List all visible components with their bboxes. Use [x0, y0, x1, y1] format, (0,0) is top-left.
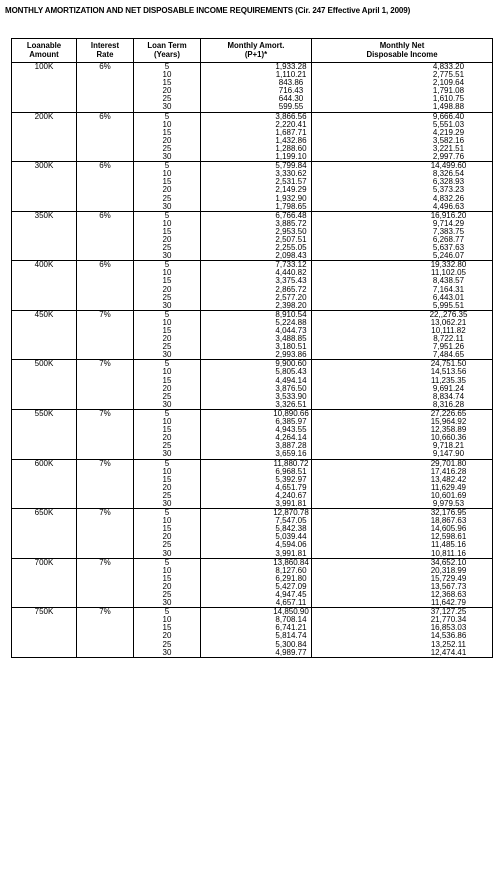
monthly-amort-cell-value: 7,733.12 — [275, 260, 307, 270]
loan-term-cell-value: 15 — [162, 326, 172, 335]
loan-term-cell — [134, 162, 201, 212]
monthly-amort-cell-value: 3,326.51 — [275, 399, 307, 409]
monthly-amort-cell-value: 9,900.60 — [275, 359, 307, 369]
loanable-amount-cell: 100K — [12, 63, 77, 113]
net-income-cell-value: 5,373.23 — [432, 185, 465, 195]
monthly-amort-cell-value: 1,933.28 — [275, 62, 307, 71]
monthly-amort-cell-value: 5,300.84 — [275, 639, 307, 649]
table-row — [12, 459, 493, 509]
loan-term-cell — [134, 360, 201, 410]
loan-term-cell-value: 10 — [162, 417, 172, 427]
net-income-cell — [312, 409, 493, 459]
loan-term-cell-value: 10 — [162, 367, 172, 377]
loan-term-cell-value: 5 — [164, 210, 170, 220]
net-income-cell-value: 5,995.51 — [432, 300, 465, 310]
monthly-amort-cell-value: 599.55 — [278, 102, 304, 112]
loanable-amount-cell: 550K — [12, 409, 77, 459]
net-income-cell-value: 5,246.07 — [432, 251, 465, 261]
net-income-cell — [312, 63, 493, 113]
monthly-amort-cell-value: 12,870.78 — [273, 508, 309, 518]
loan-term-cell-value: 25 — [162, 243, 172, 253]
loan-term-cell-value: 20 — [162, 631, 172, 641]
loan-term-cell-value: 30 — [162, 647, 172, 657]
net-income-cell-value: 14,513.56 — [430, 367, 467, 377]
monthly-amort-cell-value: 4,594.06 — [275, 540, 307, 550]
net-income-cell-value: 18,867.63 — [430, 516, 467, 526]
net-income-cell-value: 7,383.75 — [432, 226, 465, 236]
monthly-amort-cell-value: 6,385.97 — [275, 417, 307, 427]
table-row — [12, 360, 493, 410]
net-income-cell-value: 17,416.28 — [430, 466, 467, 476]
loan-term-cell-value: 25 — [162, 639, 172, 649]
table-row — [12, 409, 493, 459]
header-net-income: Monthly Net Disposable Income — [312, 39, 493, 63]
table-row — [12, 261, 493, 311]
monthly-amort-cell-value: 6,741.21 — [275, 623, 307, 633]
monthly-amort-cell — [201, 558, 312, 608]
loan-term-cell-value: 20 — [162, 482, 172, 492]
net-income-cell-value: 9,691.24 — [432, 383, 465, 393]
loan-term-cell-value: 25 — [162, 540, 172, 550]
loan-term-cell-value: 5 — [164, 359, 170, 369]
monthly-amort-cell — [201, 261, 312, 311]
loan-term-cell-value: 5 — [164, 458, 170, 468]
net-income-cell-value: 5,637.63 — [432, 243, 465, 253]
loan-term-cell-value: 5 — [164, 260, 170, 270]
header-loanable-amount: Loanable Amount — [12, 39, 77, 63]
net-income-cell — [312, 162, 493, 212]
loan-term-cell-value: 15 — [162, 573, 172, 583]
loan-term-cell-value: 15 — [162, 474, 172, 484]
loan-term-cell-value: 20 — [162, 86, 172, 96]
net-income-cell-value: 8,722.11 — [433, 334, 464, 344]
loan-term-cell-value: 15 — [162, 177, 172, 187]
loanable-amount-cell: 750K — [12, 608, 77, 658]
loan-term-cell-value: 5 — [164, 408, 170, 418]
net-income-cell-value: 12,474.41 — [430, 647, 467, 657]
monthly-amort-cell — [201, 211, 312, 261]
header-loan-term: Loan Term (Years) — [134, 39, 201, 63]
monthly-amort-cell — [201, 310, 312, 360]
net-income-cell-value: 6,443.01 — [432, 292, 465, 302]
monthly-amort-cell-value: 11,880.72 — [273, 458, 309, 468]
loan-term-cell-value: 30 — [162, 201, 172, 211]
loan-term-cell-value: 15 — [162, 226, 172, 236]
loan-term-cell-value: 10 — [162, 169, 172, 179]
header-monthly-amort: Monthly Amort. (P+1)* — [201, 39, 312, 63]
interest-rate-cell: 6% — [77, 162, 134, 212]
net-income-cell-value: 11,485.16 — [431, 540, 466, 550]
monthly-amort-cell-value: 1,687.71 — [275, 127, 307, 137]
net-income-cell-value: 14,536.86 — [430, 631, 467, 641]
loanable-amount-cell: 300K — [12, 162, 77, 212]
net-income-cell-value: 19,332.80 — [430, 260, 467, 270]
net-income-cell-value: 4,832.26 — [432, 193, 465, 203]
loan-term-cell-value: 20 — [162, 135, 172, 145]
monthly-amort-cell-value: 2,953.50 — [275, 226, 307, 236]
net-income-cell-value: 15,729.49 — [430, 573, 467, 583]
net-income-cell-value: 13,567.73 — [430, 581, 467, 591]
loan-term-cell-value: 10 — [162, 565, 172, 575]
monthly-amort-cell-value: 5,805.43 — [275, 367, 307, 377]
loanable-amount-cell: 450K — [12, 310, 77, 360]
net-income-cell-value: 32,176.95 — [430, 508, 467, 518]
interest-rate-cell: 7% — [77, 459, 134, 509]
header-interest-rate: Interest Rate — [77, 39, 134, 63]
loan-term-cell-value: 5 — [164, 508, 170, 518]
net-income-cell-value: 9,147.90 — [432, 449, 465, 459]
table-body — [12, 63, 493, 658]
net-income-cell-value: 8,316.28 — [432, 399, 465, 409]
net-income-cell-value: 8,834.74 — [432, 391, 465, 401]
monthly-amort-cell-value: 2,149.29 — [275, 185, 307, 195]
net-income-cell-value: 4,496.63 — [432, 201, 465, 211]
net-income-cell-value: 14,605.96 — [430, 524, 467, 534]
monthly-amort-cell — [201, 608, 312, 658]
net-income-cell-value: 8,326.54 — [432, 169, 465, 179]
loan-term-cell-value: 10 — [162, 466, 172, 476]
net-income-cell-value: 34,652.10 — [430, 557, 467, 567]
interest-rate-cell: 7% — [77, 558, 134, 608]
loan-term-cell — [134, 558, 201, 608]
monthly-amort-cell-value: 5,814.74 — [275, 631, 307, 641]
loan-term-cell — [134, 459, 201, 509]
monthly-amort-cell-value: 5,842.38 — [275, 524, 307, 534]
net-income-cell — [312, 558, 493, 608]
monthly-amort-cell-value: 1,798.65 — [275, 201, 307, 211]
monthly-amort-cell-value: 5,224.88 — [275, 317, 307, 327]
net-income-cell — [312, 261, 493, 311]
loan-term-cell-value: 5 — [164, 62, 170, 71]
net-income-cell-value: 22,,276.35 — [429, 309, 468, 319]
net-income-cell-value: 3,582.16 — [432, 135, 465, 145]
net-income-cell-value: 16,916.20 — [430, 210, 467, 220]
table-row — [12, 310, 493, 360]
monthly-amort-cell — [201, 360, 312, 410]
loan-term-cell-value: 25 — [162, 143, 172, 153]
monthly-amort-cell-value: 644.30 — [278, 94, 304, 104]
monthly-amort-cell-value: 4,240.67 — [275, 490, 307, 500]
monthly-amort-cell-value: 2,507.51 — [275, 234, 307, 244]
monthly-amort-cell-value: 2,865.72 — [275, 284, 307, 294]
interest-rate-cell: 7% — [77, 360, 134, 410]
loan-term-cell-value: 20 — [162, 383, 172, 393]
monthly-amort-cell-value: 4,989.77 — [275, 647, 307, 657]
net-income-cell — [312, 360, 493, 410]
header-row — [12, 39, 493, 63]
net-income-cell-value: 13,252.11 — [431, 639, 466, 649]
loan-term-cell-value: 25 — [162, 590, 172, 599]
monthly-amort-cell-value: 6,968.51 — [275, 466, 307, 476]
net-income-cell-value: 9,666.40 — [432, 111, 465, 121]
document-title: MONTHLY AMORTIZATION AND NET DISPOSABLE INCOME REQUIREMENTS (Cir. 247 Effective April 1, 2009) — [5, 6, 411, 15]
loan-term-cell-value: 10 — [162, 218, 172, 228]
monthly-amort-cell — [201, 112, 312, 162]
table-row — [12, 162, 493, 212]
net-income-cell-value: 3,221.51 — [432, 143, 465, 153]
table-row — [12, 63, 493, 113]
net-income-cell-value: 1,610.75 — [432, 94, 465, 104]
monthly-amort-cell-value: 4,947.45 — [275, 590, 307, 599]
loanable-amount-cell: 600K — [12, 459, 77, 509]
monthly-amort-cell — [201, 509, 312, 559]
loan-term-cell — [134, 509, 201, 559]
net-income-cell-value: 6,268.77 — [432, 234, 465, 244]
loan-term-cell-value: 30 — [162, 598, 172, 608]
monthly-amort-cell-value: 3,533.90 — [275, 391, 307, 401]
net-income-cell-value: 13,482.42 — [430, 474, 467, 484]
monthly-amort-cell-value: 1,432.86 — [275, 135, 307, 145]
monthly-amort-cell-value: 1,288.60 — [275, 143, 307, 153]
net-income-cell-value: 6,328.93 — [432, 177, 465, 187]
loan-term-cell-value: 25 — [162, 391, 172, 401]
net-income-cell-value: 1,498.88 — [432, 102, 465, 112]
loan-term-cell-value: 30 — [162, 251, 172, 261]
loan-term-cell-value: 30 — [162, 300, 172, 310]
loan-term-cell-value: 10 — [162, 70, 172, 80]
loan-term-cell — [134, 608, 201, 658]
net-income-cell-value: 21,770.34 — [430, 615, 467, 625]
loan-term-cell-value: 20 — [162, 581, 172, 591]
monthly-amort-cell-value: 5,039.44 — [275, 532, 307, 542]
net-income-cell-value: 11,102.05 — [431, 268, 466, 278]
net-income-cell — [312, 608, 493, 658]
net-income-cell — [312, 459, 493, 509]
monthly-amort-cell-value: 10,890.66 — [273, 408, 309, 418]
loan-term-cell-value: 20 — [162, 532, 172, 542]
net-income-cell-value: 16,853.03 — [430, 623, 467, 633]
loan-term-cell-value: 30 — [162, 498, 172, 508]
loan-term-cell-value: 15 — [162, 78, 172, 88]
loan-term-cell-value: 10 — [162, 516, 172, 526]
table-row — [12, 509, 493, 559]
monthly-amort-cell-value: 3,488.85 — [275, 334, 307, 344]
monthly-amort-cell-value: 4,943.55 — [275, 425, 307, 435]
loan-term-cell-value: 5 — [164, 557, 170, 567]
loan-term-cell-value: 15 — [162, 623, 172, 633]
loanable-amount-cell: 650K — [12, 509, 77, 559]
monthly-amort-cell-value: 2,255.05 — [275, 243, 307, 253]
net-income-cell — [312, 211, 493, 261]
loan-term-cell-value: 30 — [162, 399, 172, 409]
monthly-amort-cell-value: 2,220.41 — [275, 119, 307, 129]
monthly-amort-cell-value: 3,866.56 — [275, 111, 307, 121]
loan-term-cell-value: 30 — [162, 152, 172, 162]
net-income-cell-value: 14,499.60 — [430, 161, 467, 171]
loan-term-cell-value: 25 — [162, 441, 172, 451]
net-income-cell — [312, 112, 493, 162]
table-row — [12, 608, 493, 658]
net-income-cell-value: 7,484.65 — [432, 350, 465, 360]
loan-term-cell-value: 10 — [162, 615, 172, 625]
monthly-amort-cell-value: 6,766.48 — [275, 210, 307, 220]
monthly-amort-cell-value: 8,127.60 — [275, 565, 307, 575]
loan-term-cell-value: 25 — [162, 94, 172, 104]
loan-term-cell-value: 5 — [164, 111, 170, 121]
net-income-cell-value: 4,833.20 — [432, 62, 465, 71]
monthly-amort-cell-value: 843.86 — [278, 78, 304, 88]
loan-term-cell-value: 25 — [162, 292, 172, 302]
net-income-cell — [312, 509, 493, 559]
net-income-cell-value: 7,164.31 — [432, 284, 465, 294]
table-row — [12, 211, 493, 261]
net-income-cell-value: 24,751.50 — [430, 359, 467, 369]
net-income-cell-value: 29,701.80 — [430, 458, 467, 468]
loanable-amount-cell: 200K — [12, 112, 77, 162]
monthly-amort-cell-value: 2,577.20 — [275, 292, 307, 302]
monthly-amort-cell-value: 3,991.81 — [275, 548, 307, 558]
monthly-amort-cell-value: 4,440.82 — [275, 268, 307, 278]
loan-term-cell — [134, 211, 201, 261]
net-income-cell-value: 2,997.76 — [432, 152, 465, 162]
net-income-cell-value: 8,438.57 — [432, 276, 465, 286]
monthly-amort-cell-value: 13,860.84 — [273, 557, 309, 567]
monthly-amort-cell-value: 2,993.86 — [275, 350, 307, 360]
loanable-amount-cell: 400K — [12, 261, 77, 311]
monthly-amort-cell-value: 4,494.14 — [275, 375, 307, 385]
net-income-cell-value: 5,551.03 — [432, 119, 465, 129]
net-income-cell-value: 27,226.65 — [430, 408, 467, 418]
monthly-amort-cell-value: 8,708.14 — [275, 615, 307, 625]
monthly-amort-cell — [201, 459, 312, 509]
loanable-amount-cell: 700K — [12, 558, 77, 608]
interest-rate-cell: 6% — [77, 261, 134, 311]
interest-rate-cell: 6% — [77, 211, 134, 261]
loan-term-cell-value: 20 — [162, 234, 172, 244]
monthly-amort-cell-value: 3,991.81 — [275, 498, 307, 508]
interest-rate-cell: 7% — [77, 509, 134, 559]
loan-term-cell-value: 30 — [162, 350, 172, 360]
monthly-amort-cell-value: 6,291.80 — [275, 573, 307, 583]
loan-term-cell-value: 5 — [164, 607, 170, 617]
loan-term-cell-value: 20 — [162, 284, 172, 294]
table-row — [12, 112, 493, 162]
net-income-cell-value: 12,358.89 — [430, 425, 467, 435]
monthly-amort-cell-value: 3,330.62 — [275, 169, 307, 179]
monthly-amort-cell — [201, 162, 312, 212]
net-income-cell-value: 10,111.82 — [431, 326, 466, 335]
interest-rate-cell: 7% — [77, 409, 134, 459]
net-income-cell-value: 20,318.99 — [430, 565, 467, 575]
loan-term-cell-value: 15 — [162, 276, 172, 286]
loan-term-cell — [134, 112, 201, 162]
table-row — [12, 558, 493, 608]
interest-rate-cell: 7% — [77, 608, 134, 658]
monthly-amort-cell-value: 1,199.10 — [275, 152, 307, 162]
monthly-amort-cell-value: 2,531.57 — [275, 177, 307, 187]
loan-term-cell-value: 30 — [162, 449, 172, 459]
net-income-cell-value: 1,791.08 — [432, 86, 465, 96]
amortization-table — [11, 38, 493, 658]
monthly-amort-cell-value: 4,044.73 — [275, 326, 307, 335]
net-income-cell-value: 2,775.51 — [432, 70, 465, 80]
net-income-cell-value: 11,642.79 — [431, 598, 466, 608]
interest-rate-cell: 6% — [77, 112, 134, 162]
loan-term-cell-value: 5 — [164, 161, 170, 171]
loanable-amount-cell: 500K — [12, 360, 77, 410]
loanable-amount-cell: 350K — [12, 211, 77, 261]
loan-term-cell — [134, 310, 201, 360]
loan-term-cell-value: 15 — [162, 425, 172, 435]
net-income-cell-value: 12,598.61 — [430, 532, 467, 542]
net-income-cell-value: 13,062.21 — [430, 317, 467, 327]
net-income-cell-value: 7,951.26 — [432, 342, 465, 352]
monthly-amort-cell-value: 7,547.05 — [275, 516, 307, 526]
monthly-amort-cell-value: 1,110.21 — [275, 70, 307, 80]
net-income-cell-value: 10,811.16 — [431, 548, 466, 558]
monthly-amort-cell-value: 4,264.14 — [275, 433, 307, 443]
monthly-amort-cell-value: 14,850.90 — [273, 607, 309, 617]
net-income-cell-value: 12,368.63 — [430, 590, 467, 599]
monthly-amort-cell-value: 5,799.84 — [275, 161, 307, 171]
loan-term-cell-value: 15 — [162, 127, 172, 137]
net-income-cell-value: 9,714.29 — [432, 218, 465, 228]
monthly-amort-cell-value: 1,932.90 — [275, 193, 307, 203]
monthly-amort-cell-value: 5,427.09 — [275, 581, 307, 591]
monthly-amort-cell-value: 2,098.43 — [275, 251, 307, 261]
net-income-cell-value: 11,629.49 — [431, 482, 466, 492]
net-income-cell-value: 9,718.21 — [432, 441, 465, 451]
loan-term-cell — [134, 63, 201, 113]
monthly-amort-cell-value: 3,885.72 — [275, 218, 307, 228]
loan-term-cell-value: 15 — [162, 375, 172, 385]
loan-term-cell-value: 20 — [162, 334, 172, 344]
interest-rate-cell: 6% — [77, 63, 134, 113]
loan-term-cell-value: 20 — [162, 433, 172, 443]
net-income-cell-value: 2,109.64 — [432, 78, 465, 88]
loan-term-cell-value: 5 — [164, 309, 170, 319]
monthly-amort-cell-value: 4,657.11 — [275, 598, 307, 608]
monthly-amort-cell-value: 8,910.54 — [275, 309, 307, 319]
monthly-amort-cell-value: 3,375.43 — [275, 276, 307, 286]
loan-term-cell — [134, 261, 201, 311]
net-income-cell-value: 10,601.69 — [430, 490, 467, 500]
loan-term-cell-value: 15 — [162, 524, 172, 534]
monthly-amort-cell — [201, 63, 312, 113]
interest-rate-cell: 7% — [77, 310, 134, 360]
loan-term-cell-value: 25 — [162, 490, 172, 500]
monthly-amort-cell-value: 716.43 — [278, 86, 304, 96]
monthly-amort-cell-value: 3,659.16 — [275, 449, 307, 459]
monthly-amort-cell-value: 4,651.79 — [275, 482, 307, 492]
loan-term-cell-value: 30 — [162, 548, 172, 558]
net-income-cell — [312, 310, 493, 360]
monthly-amort-cell-value: 3,876.50 — [275, 383, 307, 393]
net-income-cell-value: 9,979.53 — [432, 498, 465, 508]
monthly-amort-cell-value: 2,398.20 — [275, 300, 307, 310]
monthly-amort-cell — [201, 409, 312, 459]
net-income-cell-value: 4,219.29 — [432, 127, 465, 137]
loan-term-cell-value: 10 — [162, 119, 172, 129]
loan-term-cell-value: 10 — [162, 317, 172, 327]
monthly-amort-cell-value: 3,887.28 — [275, 441, 307, 451]
loan-term-cell-value: 30 — [162, 102, 172, 112]
loan-term-cell-value: 25 — [162, 342, 172, 352]
loan-term-cell-value: 10 — [162, 268, 172, 278]
net-income-cell-value: 15,964.92 — [430, 417, 467, 427]
net-income-cell-value: 10,660.36 — [430, 433, 467, 443]
loan-term-cell-value: 25 — [162, 193, 172, 203]
net-income-cell-value: 37,127.25 — [430, 607, 467, 617]
loan-term-cell — [134, 409, 201, 459]
loan-term-cell-value: 20 — [162, 185, 172, 195]
monthly-amort-cell-value: 3,180.51 — [275, 342, 307, 352]
monthly-amort-cell-value: 5,392.97 — [275, 474, 307, 484]
net-income-cell-value: 11,235.35 — [431, 375, 466, 385]
